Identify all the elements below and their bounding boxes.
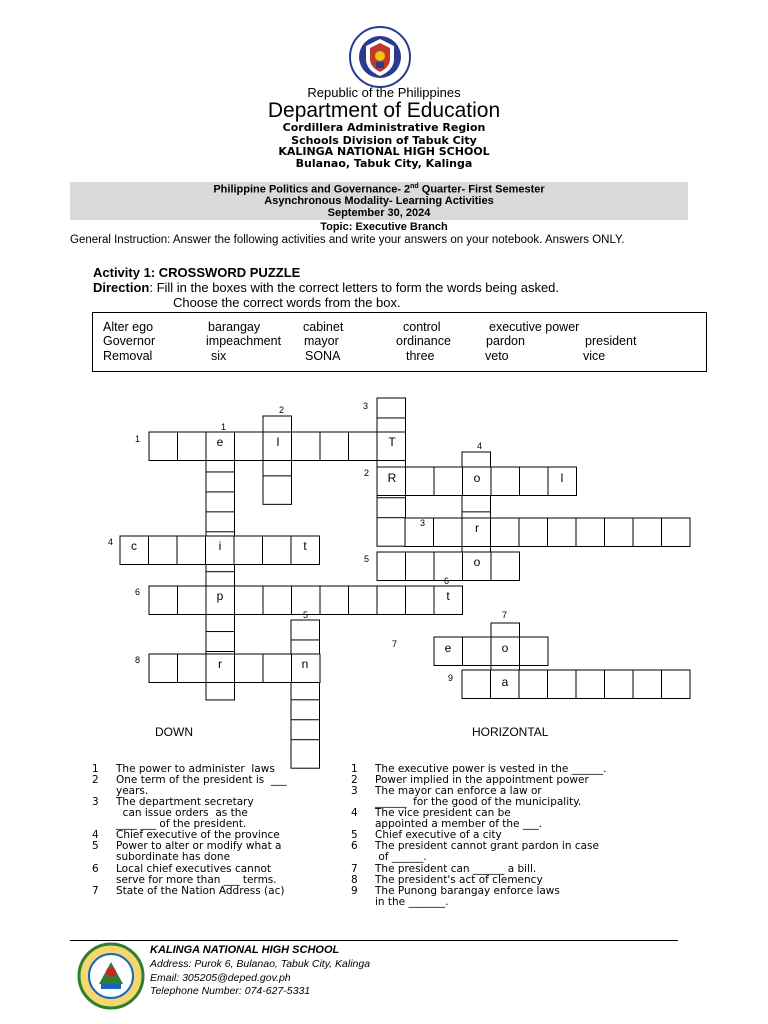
- clue-number: 7: [502, 610, 508, 620]
- crossword-cell[interactable]: [291, 740, 320, 769]
- word-bank-item: Governor: [103, 334, 156, 348]
- given-letter: l: [276, 435, 280, 449]
- crossword-cell[interactable]: [149, 654, 178, 683]
- school-heading: KALINGA NATIONAL HIGH SCHOOL: [278, 145, 490, 158]
- given-letter: t: [446, 589, 450, 603]
- word-bank-item: vice: [583, 349, 606, 363]
- clue-number: 2: [279, 405, 285, 415]
- crossword-cell[interactable]: [605, 518, 634, 547]
- footer-phone: Telephone Number: 074-627-5331: [150, 985, 311, 997]
- clue-number: 2: [364, 468, 370, 478]
- given-letter: i: [218, 539, 222, 553]
- word-bank-item: veto: [485, 349, 509, 363]
- crossword-cell[interactable]: [520, 467, 549, 496]
- general-instruction: General Instruction: Answer the following activities and write your answers on your notebook. Answers ONLY.: [70, 234, 625, 246]
- crossword-cell[interactable]: [406, 552, 435, 581]
- crossword-cell[interactable]: [377, 586, 406, 615]
- crossword-cell[interactable]: [633, 670, 662, 699]
- crossword-cell[interactable]: [349, 432, 378, 461]
- crossword-cell[interactable]: [263, 476, 292, 505]
- word-bank-item: Alter ego: [103, 320, 154, 334]
- clue-number: 5: [303, 610, 309, 620]
- crossword-cell[interactable]: [548, 518, 577, 547]
- clue-number: 3: [420, 518, 426, 528]
- given-letter: l: [560, 471, 564, 485]
- crossword-cell[interactable]: [178, 654, 207, 683]
- crossword-cell[interactable]: [263, 536, 292, 565]
- given-letter: e: [444, 641, 452, 655]
- clue-number: 1: [221, 422, 227, 432]
- word-bank-item: pardon: [486, 334, 525, 348]
- crossword-cell[interactable]: [548, 670, 577, 699]
- given-letter: a: [501, 675, 509, 689]
- crossword-cell[interactable]: [434, 467, 463, 496]
- clue-number: 9: [448, 673, 454, 683]
- word-bank-item: ordinance: [396, 334, 451, 348]
- direction-text: Direction: Fill in the boxes with the correct letters to form the words being asked. Choose the correct words from the box.: [93, 280, 560, 310]
- given-letter: p: [216, 589, 224, 603]
- word-bank-item: executive power: [489, 320, 580, 334]
- clue-number: 4: [108, 537, 114, 547]
- footer-school: KALINGA NATIONAL HIGH SCHOOL: [150, 944, 340, 956]
- division-heading: Schools Division of Tabuk City: [291, 134, 477, 147]
- footer-email: Email: 305205@deped.gov.ph: [150, 972, 291, 984]
- word-bank-item: impeachment: [206, 334, 282, 348]
- clue-number: 5: [364, 554, 370, 564]
- given-letter: r: [475, 521, 479, 535]
- word-bank-item: SONA: [305, 349, 341, 363]
- footer-divider: [70, 940, 678, 941]
- given-letter: T: [388, 435, 396, 449]
- crossword-cell[interactable]: [491, 552, 520, 581]
- given-letter: o: [501, 641, 509, 655]
- given-letter: n: [301, 657, 309, 671]
- crossword-cell[interactable]: [520, 637, 549, 666]
- word-bank-item: barangay: [208, 320, 261, 334]
- region-heading: Cordillera Administrative Region: [282, 121, 486, 134]
- crossword-cell[interactable]: [434, 518, 463, 547]
- crossword-cell[interactable]: [292, 432, 321, 461]
- crossword-cell[interactable]: [406, 467, 435, 496]
- crossword-cell[interactable]: [605, 670, 634, 699]
- crossword-cell[interactable]: [235, 654, 264, 683]
- crossword-cell[interactable]: [263, 586, 292, 615]
- subject-line: Philippine Politics and Governance- 2nd Quarter- First Semester: [213, 183, 545, 196]
- crossword-cell[interactable]: [462, 670, 491, 699]
- clue-number: 8: [135, 655, 141, 665]
- date-line: September 30, 2024: [327, 207, 431, 219]
- modality-line: Asynchronous Modality- Learning Activities: [264, 195, 494, 207]
- crossword-cell[interactable]: [235, 432, 264, 461]
- given-letter: r: [218, 657, 222, 671]
- crossword-cell[interactable]: [320, 586, 349, 615]
- crossword-cell[interactable]: [235, 586, 264, 615]
- word-bank-item: cabinet: [303, 320, 344, 334]
- crossword-cell[interactable]: [320, 432, 349, 461]
- clue-number: 6: [444, 576, 450, 586]
- crossword-cell[interactable]: [377, 552, 406, 581]
- word-bank-item: three: [406, 349, 435, 363]
- crossword-cell[interactable]: [662, 518, 691, 547]
- school-address: Bulanao, Tabuk City, Kalinga: [295, 157, 473, 170]
- crossword-cell[interactable]: [149, 432, 178, 461]
- word-bank-item: control: [403, 320, 441, 334]
- word-bank-item: president: [585, 334, 637, 348]
- crossword-cell[interactable]: [662, 670, 691, 699]
- crossword-cell[interactable]: [406, 586, 435, 615]
- horizontal-heading: HORIZONTAL: [472, 725, 549, 739]
- crossword-cell[interactable]: [234, 536, 263, 565]
- word-bank-item: Removal: [103, 349, 153, 363]
- crossword-cell[interactable]: [519, 518, 548, 547]
- crossword-cell[interactable]: [576, 518, 605, 547]
- down-heading: DOWN: [155, 725, 193, 739]
- crossword-cell[interactable]: [576, 670, 605, 699]
- crossword-cell[interactable]: [519, 670, 548, 699]
- given-letter: t: [303, 539, 307, 553]
- republic-heading: Republic of the Philippines: [307, 85, 461, 100]
- clue-number: 3: [363, 401, 369, 411]
- crossword-cell[interactable]: [349, 586, 378, 615]
- activity-title: Activity 1: CROSSWORD PUZZLE: [93, 265, 301, 280]
- topic-line: Topic: Executive Branch: [320, 221, 448, 233]
- given-letter: c: [131, 539, 137, 553]
- crossword-cell[interactable]: [178, 586, 207, 615]
- crossword-cell[interactable]: [149, 536, 178, 565]
- crossword-cell[interactable]: [491, 467, 520, 496]
- crossword-cell[interactable]: [491, 518, 520, 547]
- given-letter: o: [473, 471, 481, 485]
- crossword-cell[interactable]: [633, 518, 662, 547]
- department-title: Department of Education: [267, 99, 501, 122]
- crossword-cell[interactable]: [177, 536, 206, 565]
- clue-number: 7: [392, 639, 398, 649]
- crossword-cell[interactable]: [463, 637, 492, 666]
- crossword-cell[interactable]: [377, 518, 406, 547]
- given-letter: o: [473, 555, 481, 569]
- school-logo: [77, 942, 145, 1010]
- clue-number: 6: [135, 587, 141, 597]
- given-letter: R: [387, 471, 397, 485]
- word-bank-item: mayor: [304, 334, 339, 348]
- crossword-cell[interactable]: [178, 432, 207, 461]
- clue-number: 4: [477, 441, 483, 451]
- given-letter: e: [216, 435, 224, 449]
- crossword-cell[interactable]: [263, 654, 292, 683]
- word-bank-item: six: [211, 349, 227, 363]
- footer-address: Address: Purok 6, Bulanao, Tabuk City, Kalinga: [150, 958, 371, 970]
- crossword-cell[interactable]: [149, 586, 178, 615]
- clue-number: 1: [135, 434, 141, 444]
